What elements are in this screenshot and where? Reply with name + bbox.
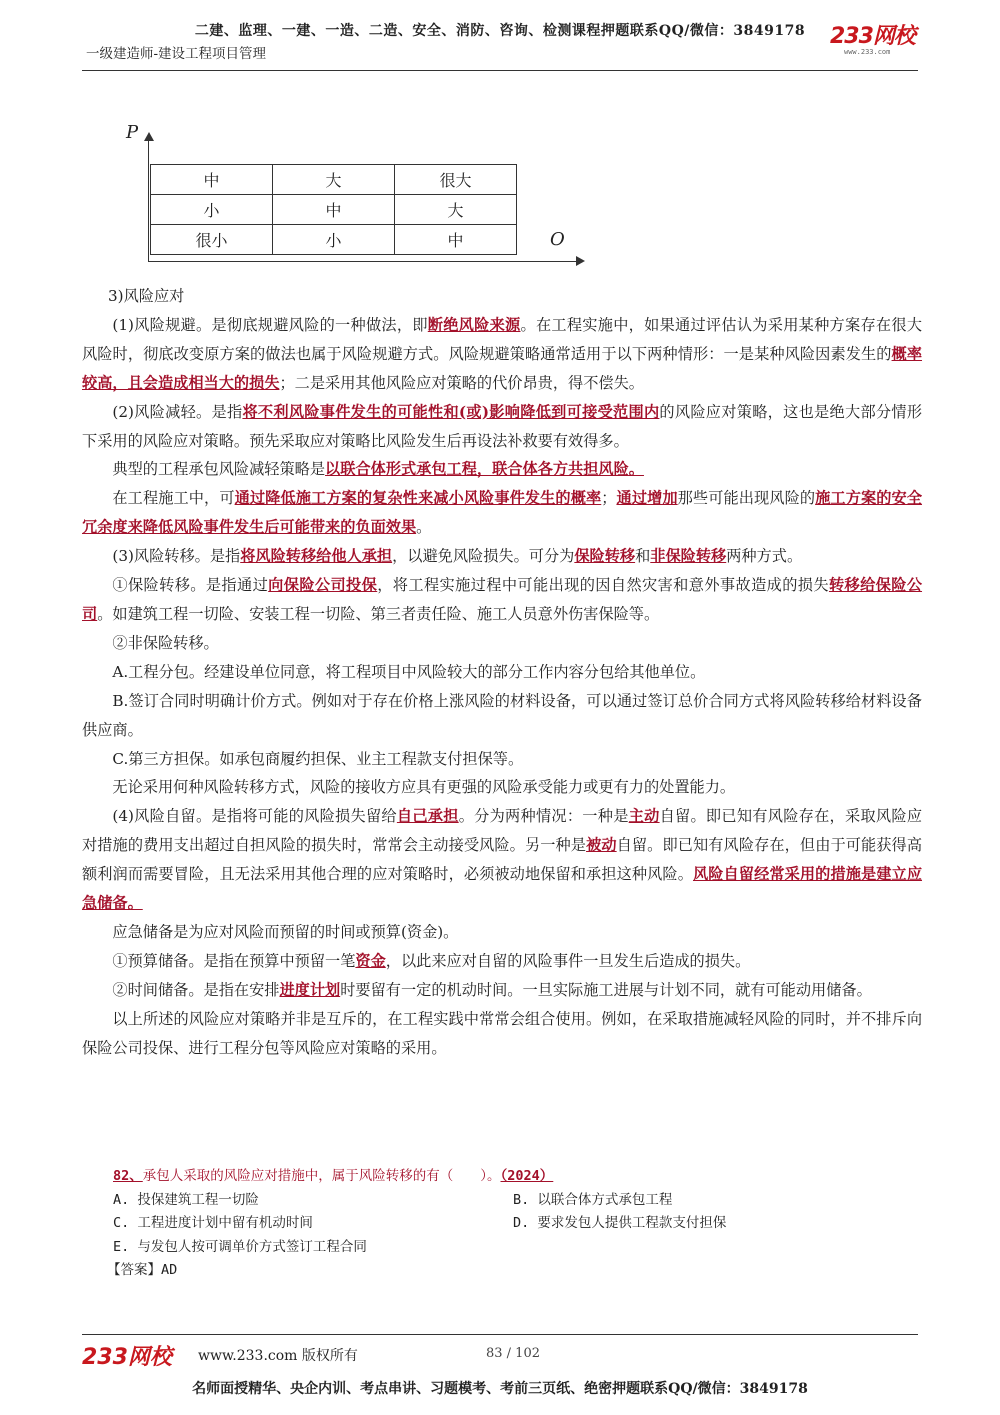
table-cell: 中 [273, 195, 395, 225]
body-text [82, 282, 922, 1062]
option-e: E. 与发包人按可调单价方式签订工程合同 [113, 1238, 367, 1255]
footer-logo: 233网校 [82, 1345, 172, 1370]
paragraph-risk-mitigation: (2)风险减轻。是指将不利风险事件发生的可能性和(或)影响降低到可接受范围内的风险应对策略，这也是绝大部分情形下采用的风险应对策略。预先采取应对策略比风险发生后再设法补救要有效得多。 [82, 402, 923, 450]
paragraph-insurance-transfer: ①保险转移。是指通过向保险公司投保，将工程实施过程中可能出现的因自然灾害和意外事故造成的损失转移给保险公司。如建筑工程一切险、安装工程一切险、第三者责任险、施工人员意外伤害保险等。 [82, 576, 923, 623]
section-title: 3)风险应对 [108, 287, 185, 305]
option-b: B. 以联合体方式承包工程 [513, 1191, 673, 1208]
highlight: 自己承担 [396, 807, 459, 826]
table-cell: 中 [395, 225, 517, 255]
brand-logo-url: www.233.com [844, 48, 891, 56]
x-axis [148, 261, 578, 262]
header-subtitle: 一级建造师-建设工程项目管理 [86, 46, 267, 62]
footer-banner: 名师面授精华、央企内训、考点串讲、习题模考、考前三页纸、绝密押题联系QQ/微信：3849178 [192, 1381, 808, 1397]
header-divider [82, 70, 918, 71]
highlight: 进度计划 [279, 980, 341, 999]
x-axis-arrow [576, 256, 585, 266]
paragraph-contract-pricing: B.签订合同时明确计价方式。例如对于存在价格上涨风险的材料设备，可以通过签订总价合同方式将风险转移给材料设备供应商。 [82, 691, 922, 739]
highlight: 主动 [628, 807, 660, 826]
footer-divider [82, 1334, 918, 1335]
risk-level-table [150, 164, 517, 255]
y-axis [148, 140, 149, 262]
x-axis-label: O [550, 229, 565, 250]
question-stem: 82、承包人采取的风险应对措施中，属于风险转移的有（ ）。（2024） [113, 1168, 554, 1184]
page-number: 83 / 102 [486, 1346, 540, 1361]
exam-question [107, 1165, 833, 1283]
brand-logo [830, 26, 920, 56]
paragraph-construction: 在工程施工中，可通过降低施工方案的复杂性来减小风险事件发生的概率；通过增加那些可能出现风险的施工方案的安全冗余度来降低风险事件发生后可能带来的负面效果。 [82, 489, 923, 537]
highlight: 资金 [355, 951, 386, 970]
table-cell: 大 [395, 195, 517, 225]
highlight: 向保险公司投保 [268, 576, 378, 595]
paragraph-risk-avoidance: (1)风险规避。是彻底规避风险的一种做法，即断绝风险来源。在工程实施中，如果通过评估认为采用某种方案存在很大风险时，彻底改变原方案的做法也属于风险规避方式。风险规避策略通常适用于以下两种情形：一是某种风险因素发生的概率较高，且会造成相当大的损失；二是采用其他风险应对策略的代价昂贵，得不偿失。 [82, 315, 923, 392]
highlight: 通过增加 [616, 489, 678, 508]
table-cell: 小 [273, 225, 395, 255]
header-banner: 二建、监理、一建、一造、二造、安全、消防、咨询、检测课程押题联系QQ/微信：3849178 [194, 23, 806, 39]
answer: 【答案】AD [107, 1262, 178, 1278]
table-cell: 很大 [395, 165, 517, 195]
paragraph-transfer-note: 无论采用何种风险转移方式，风险的接收方应具有更强的风险承受能力或更有力的处置能力。 [112, 778, 736, 797]
option-a: A. 投保建筑工程一切险 [113, 1191, 259, 1208]
table-cell: 很小 [151, 225, 273, 255]
footer-copyright: www.233.com 版权所有 [198, 1348, 358, 1364]
question-number: 82、 [113, 1168, 143, 1184]
paragraph-budget-reserve: ①预算储备。是指在预算中预留一笔资金，以此来应对自留的风险事件一旦发生后造成的损失。 [112, 951, 751, 970]
paragraph-summary: 以上所述的风险应对策略并非是互斥的，在工程实践中常常会组合使用。例如，在采取措施减轻风险的同时，并不排斥向保险公司投保、进行工程分包等风险应对策略的采用。 [82, 1009, 922, 1057]
paragraph-typical-strategy: 典型的工程承包风险减轻策略是以联合体形式承包工程，联合体各方共担风险。 [112, 460, 644, 479]
paragraph-subcontract: A.工程分包。经建设单位同意，将工程项目中风险较大的部分工作内容分包给其他单位。 [112, 662, 706, 681]
table-row [151, 225, 517, 255]
highlight: 施工方案的安全冗余度来降低风险事件发生后可能带来的负面效果 [82, 489, 923, 537]
highlight: 通过降低施工方案的复杂性来减小风险事件发生的概率 [234, 489, 602, 508]
paragraph-contingency: 应急储备是为应对风险而预留的时间或预算(资金)。 [112, 922, 459, 941]
y-axis-label: P [126, 122, 139, 143]
highlight: 风险自留经常采用的措施是建立应急储备。 [82, 865, 923, 913]
highlight: 将不利风险事件发生的可能性和(或)影响降低到可接受范围内 [242, 402, 660, 421]
paragraph-third-party: C.第三方担保。如承包商履约担保、业主工程款支付担保等。 [112, 749, 524, 768]
highlight: 被动 [586, 836, 617, 855]
paragraph-time-reserve: ②时间储备。是指在安排进度计划时要留有一定的机动时间。一旦实际施工进展与计划不同，就有可能动用储备。 [112, 980, 872, 999]
table-row [151, 165, 517, 195]
highlight: 断绝风险来源 [427, 315, 521, 334]
highlight: 转移给保险公司 [82, 576, 923, 623]
highlight: 以联合体形式承包工程，联合体各方共担风险。 [325, 460, 644, 479]
brand-logo-text: 233网校 [830, 24, 915, 49]
table-cell: 中 [151, 165, 273, 195]
paragraph-risk-retention: (4)风险自留。是指将可能的风险损失留给自己承担。分为两种情况：一种是主动自留。即已知有风险存在，采取风险应对措施的费用支出超过自担风险的损失时，常常会主动接受风险。另一种是被动自留。即已知有风险存在，但由于可能获得高额利润而需要冒险，且无法采用其他合理的应对策略时，必须被动地保留和承担这种风险。风险自留经常采用的措施是建立应急储备。 [82, 807, 923, 913]
highlight: 将风险转移给他人承担 [240, 547, 393, 566]
question-year: （2024） [500, 1168, 554, 1184]
table-cell: 小 [151, 195, 273, 225]
y-axis-arrow [144, 132, 154, 141]
risk-matrix [100, 120, 620, 280]
paragraph-risk-transfer: (3)风险转移。是指将风险转移给他人承担，以避免风险损失。可分为保险转移和非保险转移两种方式。 [112, 547, 803, 566]
highlight: 非保险转移 [650, 547, 727, 566]
highlight: 概率较高，且会造成相当大的损失 [82, 344, 923, 392]
table-row [151, 195, 517, 225]
table-cell: 大 [273, 165, 395, 195]
option-d: D. 要求发包人提供工程款支付担保 [513, 1215, 727, 1231]
paragraph-non-insurance: ②非保险转移。 [112, 633, 219, 652]
highlight: 保险转移 [574, 547, 636, 566]
option-c: C. 工程进度计划中留有机动时间 [113, 1215, 313, 1231]
